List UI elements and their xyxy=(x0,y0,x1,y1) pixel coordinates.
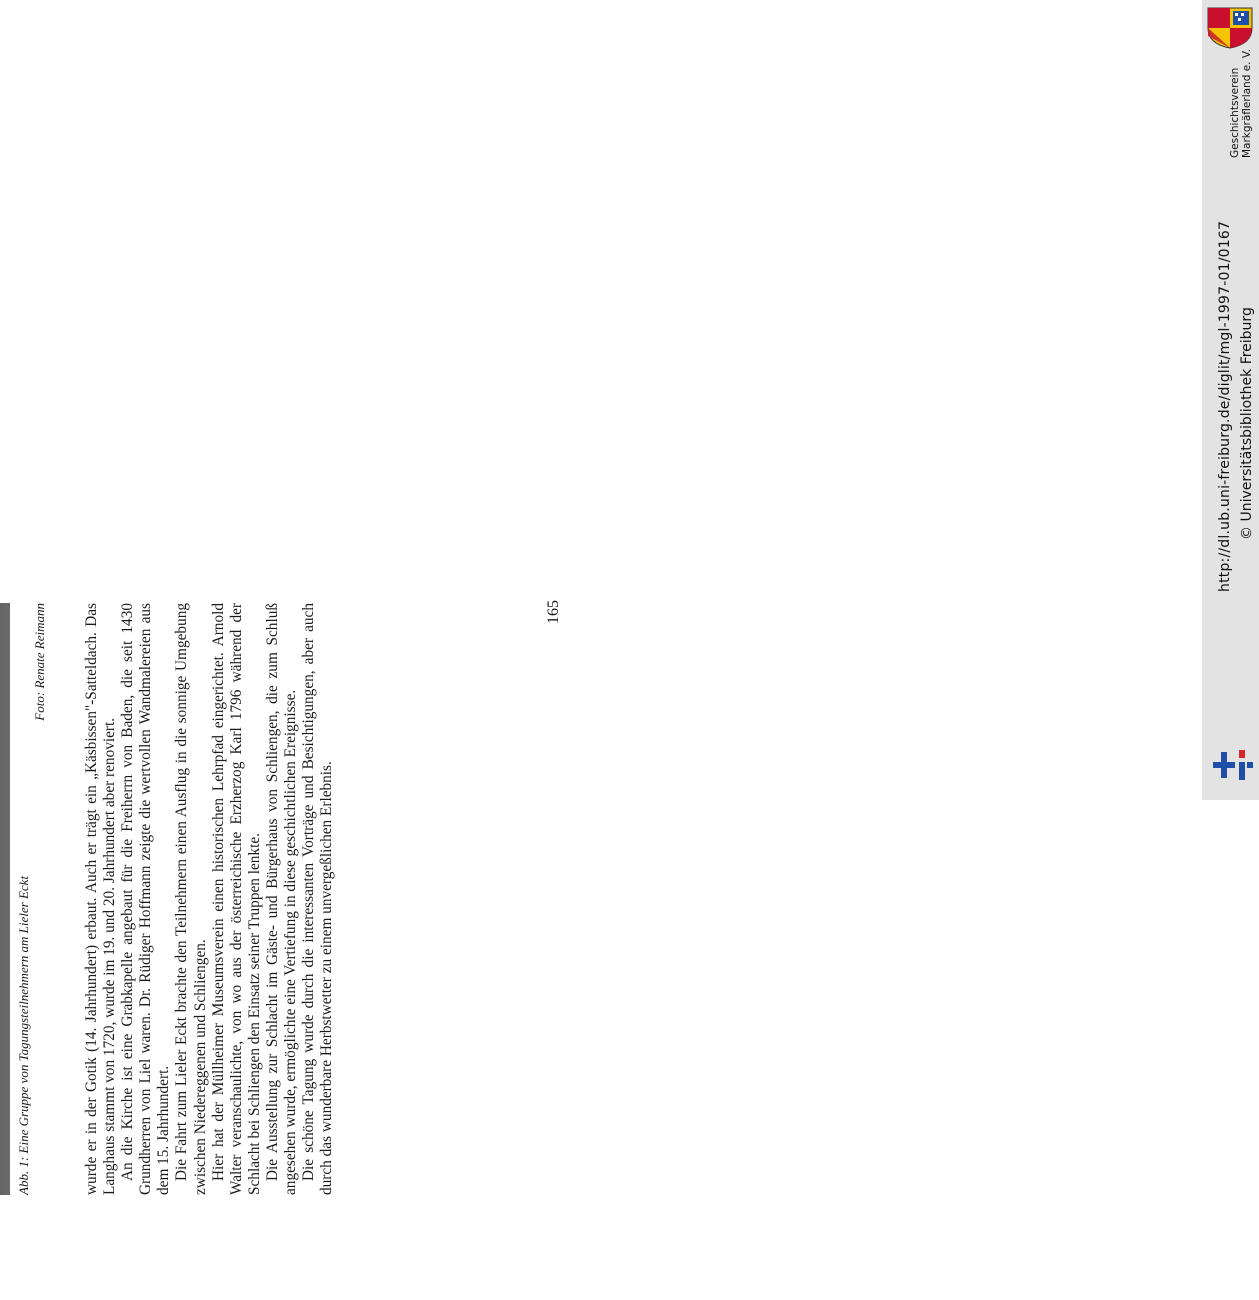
rotated-page xyxy=(0,500,750,1300)
coat-of-arms-icon xyxy=(1206,6,1254,50)
paragraph: Die Fahrt zum Lieler Eckt brachte den Teilnehmern einen Ausflug in die sonnige Umgebung zwischen Niedereggenen und Schliengen. xyxy=(173,603,209,1195)
ub-freiburg-logo-icon xyxy=(1213,748,1253,782)
paragraph: wurde er in der Gotik (14. Jahrhundert) erbaut. Auch er trägt ein „Käsbissen"-Satteldach. Das Langhaus stammt von 1720, wurde im 19. und 20. Jahrhundert aber renoviert. xyxy=(83,603,119,1195)
caption-text: Abb. 1: Eine Gruppe von Tagungsteilnehmern am Lieler Eckt xyxy=(16,875,31,1195)
body-text xyxy=(83,603,336,1195)
paragraph: Hier hat der Müllheimer Museumsverein einen historischen Lehrpfad eingerichtet. Arnold Walter veranschaulichte, von wo aus der österreichische Erzherzog Karl 1796 während der Schlacht bei Schliengen den Einsatz seiner Truppen lenkte. xyxy=(209,603,263,1195)
paragraph: Die schöne Tagung wurde durch die interessanten Vorträge und Besichtigungen, aber auch durch das wunderbare Herbstwetter zu einem unvergeßlichen Erlebnis. xyxy=(300,603,336,1195)
photo-ground xyxy=(0,603,10,1195)
society-name-line1: Geschichtsverein xyxy=(1229,67,1241,158)
source-url[interactable]: http://dl.ub.uni-freiburg.de/diglit/mgl-1997-01/0167 xyxy=(1217,220,1233,592)
copyright-notice: © Universitätsbibliothek Freiburg xyxy=(1239,307,1255,540)
photo-credit: Foto: Renate Reimann xyxy=(32,603,47,721)
figure-caption xyxy=(16,603,48,1195)
paragraph: Die Ausstellung zur Schlacht im Gäste- und Bürgerhaus von Schliengen, die zum Schluß angesehen wurde, ermöglichte eine Vertiefung in diese geschichtlichen Ereignisse. xyxy=(263,603,300,1195)
page-number: 165 xyxy=(545,600,562,624)
society-name-line2: Markgräflerland e. V. xyxy=(1241,48,1253,158)
group-photo xyxy=(0,603,10,1195)
paragraph: An die Kirche ist eine Grabkapelle angebaut für die Freiherrn von Baden, die seit 1430 Grundherren von Liel waren. Dr. Rüdiger Hoffmann zeigte die wertvollen Wandmalereien aus dem 15. Jahrhundert. xyxy=(119,603,173,1195)
